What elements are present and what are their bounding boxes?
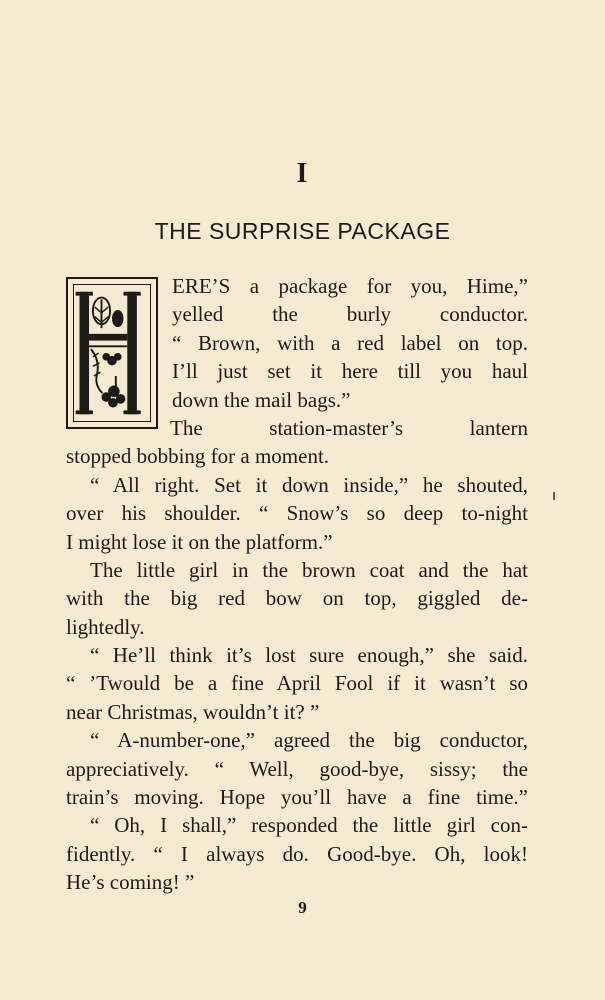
text-line: “ ’Twould be a fine April Fool if it wasn’t so (66, 671, 528, 696)
text-line: train’s moving. Hope you’ll have a fine time.” (66, 785, 528, 810)
text-line: yelled the burly conductor. (172, 302, 528, 327)
chapter-number: I (296, 158, 309, 189)
text-line: The station-master’s lantern (170, 415, 528, 440)
text-line: stopped bobbing for a moment. (66, 444, 330, 469)
text-line: appreciatively. “ Well, good-bye, sissy; the (66, 756, 528, 781)
text-line: ERE’S a package for you, Hime,” (172, 274, 528, 298)
text-line: “ All right. Set it down inside,” he shouted, (90, 472, 528, 497)
text-line: “ A-number-one,” agreed the big conductor, (90, 728, 528, 753)
text-line: He’s coming! ” (66, 870, 195, 895)
body-text (66, 272, 528, 897)
page-number: 9 (298, 898, 307, 917)
text-line: over his shoulder. “ Snow’s so deep to-night (66, 501, 528, 526)
text-line: The little girl in the brown coat and the hat (90, 557, 528, 582)
text-line: I’ll just set it here till you haul (172, 359, 528, 384)
text-line: down the mail bags.” (172, 387, 351, 412)
text-line: “ He’ll think it’s lost sure enough,” she said. (90, 643, 528, 668)
chapter-title: THE SURPRISE PACKAGE (154, 218, 451, 244)
text-line: near Christmas, wouldn’t it? ” (66, 699, 320, 724)
text-line: “ Oh, I shall,” responded the little girl con- (90, 813, 528, 838)
text-line: I might lose it on the platform.” (66, 529, 333, 554)
text-line: with the big red bow on top, giggled de- (66, 586, 528, 611)
text-line: “ Brown, with a red label on top. (172, 330, 528, 355)
text-line: fidently. “ I always do. Good-bye. Oh, look! (66, 841, 528, 866)
margin-mark (553, 492, 555, 500)
text-line: lightedly. (66, 614, 145, 639)
